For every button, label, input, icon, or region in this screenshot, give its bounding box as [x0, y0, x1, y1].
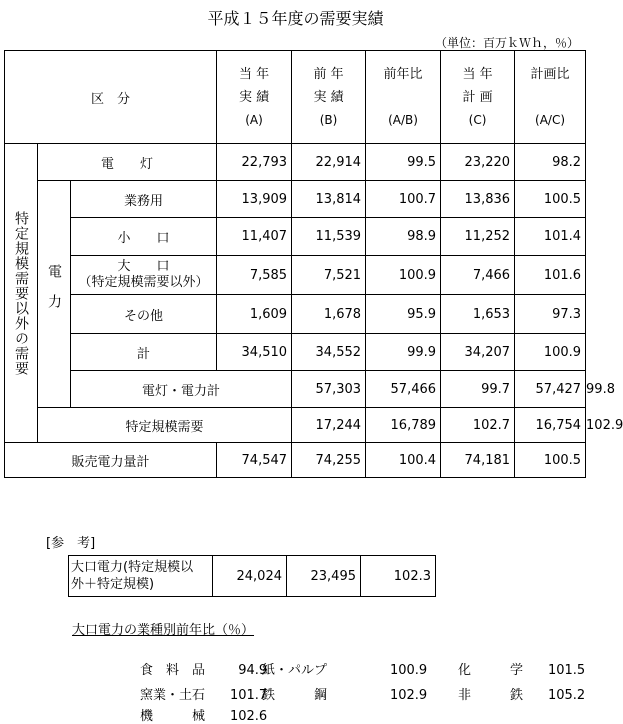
cell-value: 17,244 [292, 408, 366, 443]
cell-value: 99.9 [366, 334, 441, 371]
header-current-plan: 当 年 計 画 (C) [441, 51, 515, 144]
table-row: 特定規模需要 17,244 16,789 102.7 16,754 102.9 [5, 408, 586, 443]
row-label: 電灯・電力計 [71, 371, 292, 408]
cell-value: 11,252 [441, 218, 515, 256]
cell-value: 100.4 [366, 443, 441, 478]
cell-value: 95.9 [366, 295, 441, 334]
cell-value: 102.3 [361, 556, 436, 597]
row-label: その他 [71, 295, 217, 334]
cell-value: 22,793 [217, 144, 292, 181]
header-yoy-ratio: 前年比 (A/B) [366, 51, 441, 144]
industry-item [262, 684, 427, 703]
table-row [5, 334, 586, 371]
cell-value: 97.3 [515, 295, 586, 334]
cell-value: 23,495 [287, 556, 361, 597]
cell-value: 100.9 [366, 256, 441, 295]
cell-value: 100.7 [366, 181, 441, 218]
cell-value: 7,521 [292, 256, 366, 295]
row-label: 販売電力量計 [5, 443, 217, 478]
cell-value: 99.7 [441, 371, 515, 408]
table-row [5, 256, 586, 295]
cell-value: 13,814 [292, 181, 366, 218]
industry-name: 非 鉄 [458, 688, 524, 703]
cell-value: 34,207 [441, 334, 515, 371]
cell-value: 100.5 [515, 443, 586, 478]
industry-item [458, 684, 585, 703]
industry-name: 鉄 鋼 [262, 688, 328, 703]
table-row [5, 144, 586, 181]
table-row [69, 556, 436, 597]
cell-value: 22,914 [292, 144, 366, 181]
cell-value: 99.5 [366, 144, 441, 181]
cell-value: 98.9 [366, 218, 441, 256]
cell-value: 1,653 [441, 295, 515, 334]
page-title: 平成１５年度の需要実績 [207, 9, 384, 28]
cell-value: 13,909 [217, 181, 292, 218]
industry-value: 105.2 [547, 688, 586, 703]
cell-value: 34,510 [217, 334, 292, 371]
cell-value: 74,181 [441, 443, 515, 478]
demand-table [4, 50, 623, 478]
table-row [5, 295, 586, 334]
row-label: 特定規模需要 [38, 408, 292, 443]
industry-name: 窯業・土石 [140, 688, 206, 703]
industry-item [140, 705, 267, 724]
industry-value: 100.9 [389, 663, 428, 678]
group-label-power: 電力 [38, 181, 71, 408]
row-label: 大 口 （特定規模需要以外） [71, 256, 217, 295]
cell-value: 23,220 [441, 144, 515, 181]
industry-name: 化 学 [458, 663, 524, 678]
cell-value: 7,466 [441, 256, 515, 295]
cell-value: 57,427 [515, 371, 586, 408]
unit-note: （単位：百万ｋＷｈ，％） [434, 36, 579, 50]
industry-name: 機 械 [140, 709, 206, 724]
cell-value: 74,255 [292, 443, 366, 478]
table-row [5, 181, 586, 218]
cell-value: 57,466 [366, 371, 441, 408]
cell-value: 101.6 [515, 256, 586, 295]
table-row: 電灯・電力計 57,303 57,466 99.7 57,427 99.8 [5, 371, 586, 408]
table-row [5, 443, 586, 478]
cell-value: 74,547 [217, 443, 292, 478]
cell-value: 1,678 [292, 295, 366, 334]
cell-value: 24,024 [213, 556, 287, 597]
row-label: 電 灯 [38, 144, 217, 181]
header-plan-ratio: 計画比 (A/C) [515, 51, 586, 144]
cell-value: 98.2 [515, 144, 586, 181]
cell-value: 57,303 [292, 371, 366, 408]
industry-value: 101.5 [547, 663, 586, 678]
row-label: 計 [71, 334, 217, 371]
industry-name: 紙・パルプ [262, 663, 328, 678]
industry-heading: 大口電力の業種別前年比（％） [72, 623, 255, 638]
reference-table [68, 555, 436, 597]
group-label-non-specified: 特定規模需要以外の需要 [5, 144, 38, 443]
industry-name: 食 料 品 [140, 663, 206, 678]
cell-value: 102.7 [441, 408, 515, 443]
row-label: 小 口 [71, 218, 217, 256]
row-label: 業務用 [71, 181, 217, 218]
cell-value: 1,609 [217, 295, 292, 334]
table-row [5, 218, 586, 256]
cell-value: 34,552 [292, 334, 366, 371]
industry-value: 94.9 [238, 663, 268, 678]
industry-value: 102.9 [389, 688, 428, 703]
header-previous-actual: 前 年 実 績 (B) [292, 51, 366, 144]
cell-value: 100.9 [515, 334, 586, 371]
header-category: 区 分 [5, 51, 217, 144]
header-row [5, 51, 586, 144]
reference-heading: [参 考] [46, 536, 96, 551]
cell-value: 100.5 [515, 181, 586, 218]
cell-value: 7,585 [217, 256, 292, 295]
industry-item [140, 659, 267, 678]
industry-value: 101.7 [229, 688, 268, 703]
cell-value: 16,789 [366, 408, 441, 443]
industry-value: 102.6 [229, 709, 268, 724]
cell-value: 13,836 [441, 181, 515, 218]
cell-value: 11,539 [292, 218, 366, 256]
industry-item [458, 659, 585, 678]
cell-value: 101.4 [515, 218, 586, 256]
header-current-actual: 当 年 実 績 (A) [217, 51, 292, 144]
industry-item [140, 684, 267, 703]
reference-label: 大口電力(特定規模以 外＋特定規模) [69, 556, 213, 597]
cell-value: 16,754 [515, 408, 586, 443]
cell-value: 11,407 [217, 218, 292, 256]
industry-item [262, 659, 427, 678]
